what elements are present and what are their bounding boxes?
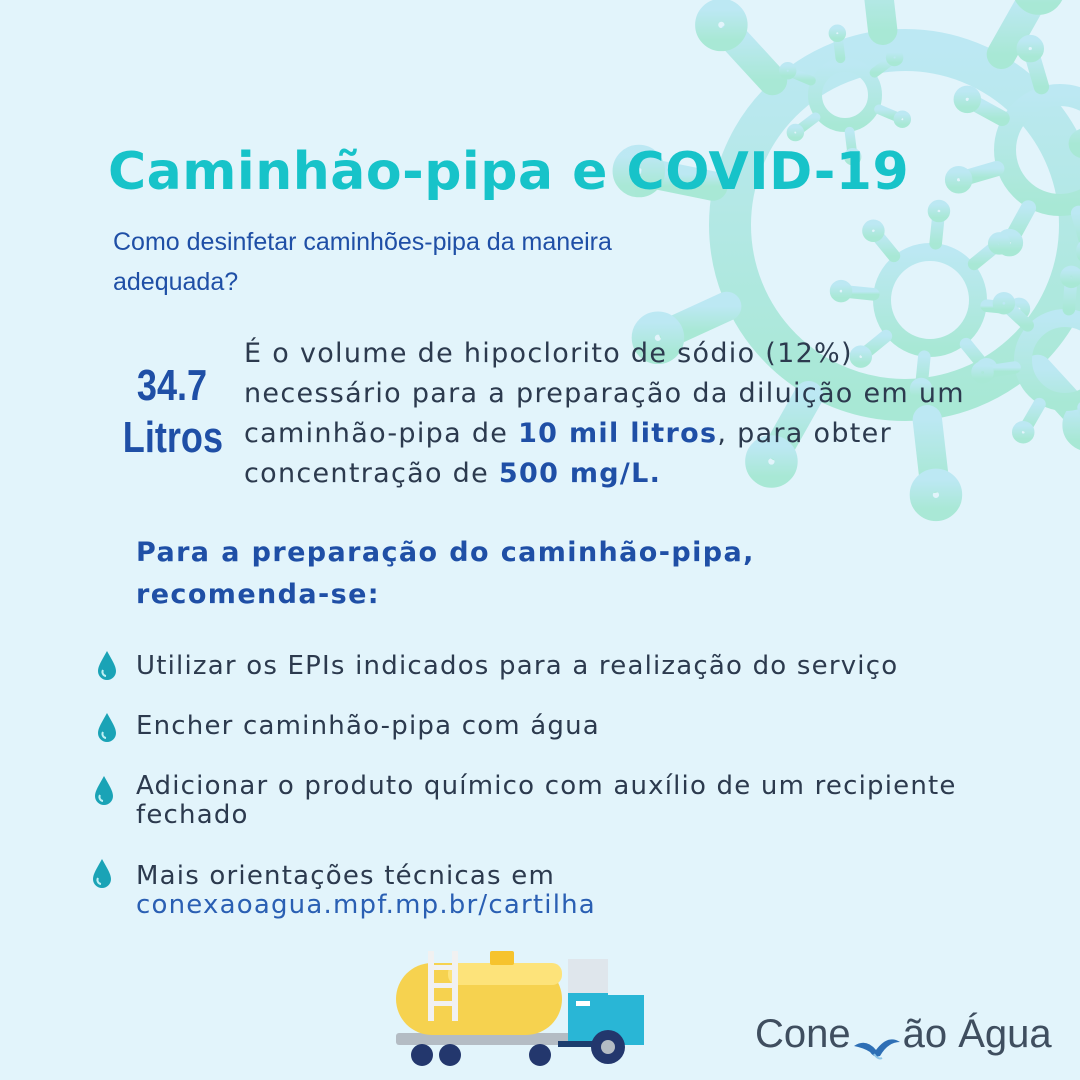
recommendation-text-prefix: Mais orientações técnicas em	[136, 861, 555, 891]
description-highlight-volume: 10 mil litros	[518, 418, 718, 449]
volume-description	[244, 334, 1004, 494]
recommendation-text: Adicionar o produto químico com auxílio de um recipiente fechado	[136, 771, 957, 830]
water-truck-icon	[388, 945, 650, 1070]
description-text-1: É o volume de hipoclorito de sódio (12%) necessário para a preparação da diluição em um caminhão-pipa de	[244, 338, 965, 449]
page-subtitle: Como desinfetar caminhões-pipa da maneira adequada?	[113, 228, 612, 296]
recommendation-text	[136, 862, 1016, 920]
conexao-agua-logo	[755, 1012, 1052, 1057]
water-drop-icon	[96, 712, 118, 744]
stat-unit: Litros	[122, 413, 224, 462]
stat-value: 34.7	[136, 361, 208, 410]
stat-volume	[122, 360, 224, 464]
logo-text-start: Cone	[755, 1012, 851, 1056]
preparation-heading: Para a preparação do caminhão-pipa, recomenda-se:	[136, 537, 755, 610]
logo-text-end: ão Água	[902, 1012, 1052, 1056]
water-drop-icon	[96, 650, 118, 682]
recommendation-text: Encher caminhão-pipa com água	[136, 711, 600, 741]
bird-logo-icon	[852, 1028, 902, 1068]
page-title: Caminhão-pipa e COVID-19	[108, 142, 910, 202]
cartilha-link[interactable]: conexaoagua.mpf.mp.br/cartilha	[136, 890, 596, 920]
recommendation-text: Utilizar os EPIs indicados para a realização do serviço	[136, 651, 899, 681]
description-text-2: , para obter concentração de	[244, 418, 892, 489]
description-highlight-concentration: 500 mg/L.	[498, 458, 662, 489]
water-drop-icon	[93, 775, 115, 807]
water-drop-icon	[91, 858, 113, 890]
